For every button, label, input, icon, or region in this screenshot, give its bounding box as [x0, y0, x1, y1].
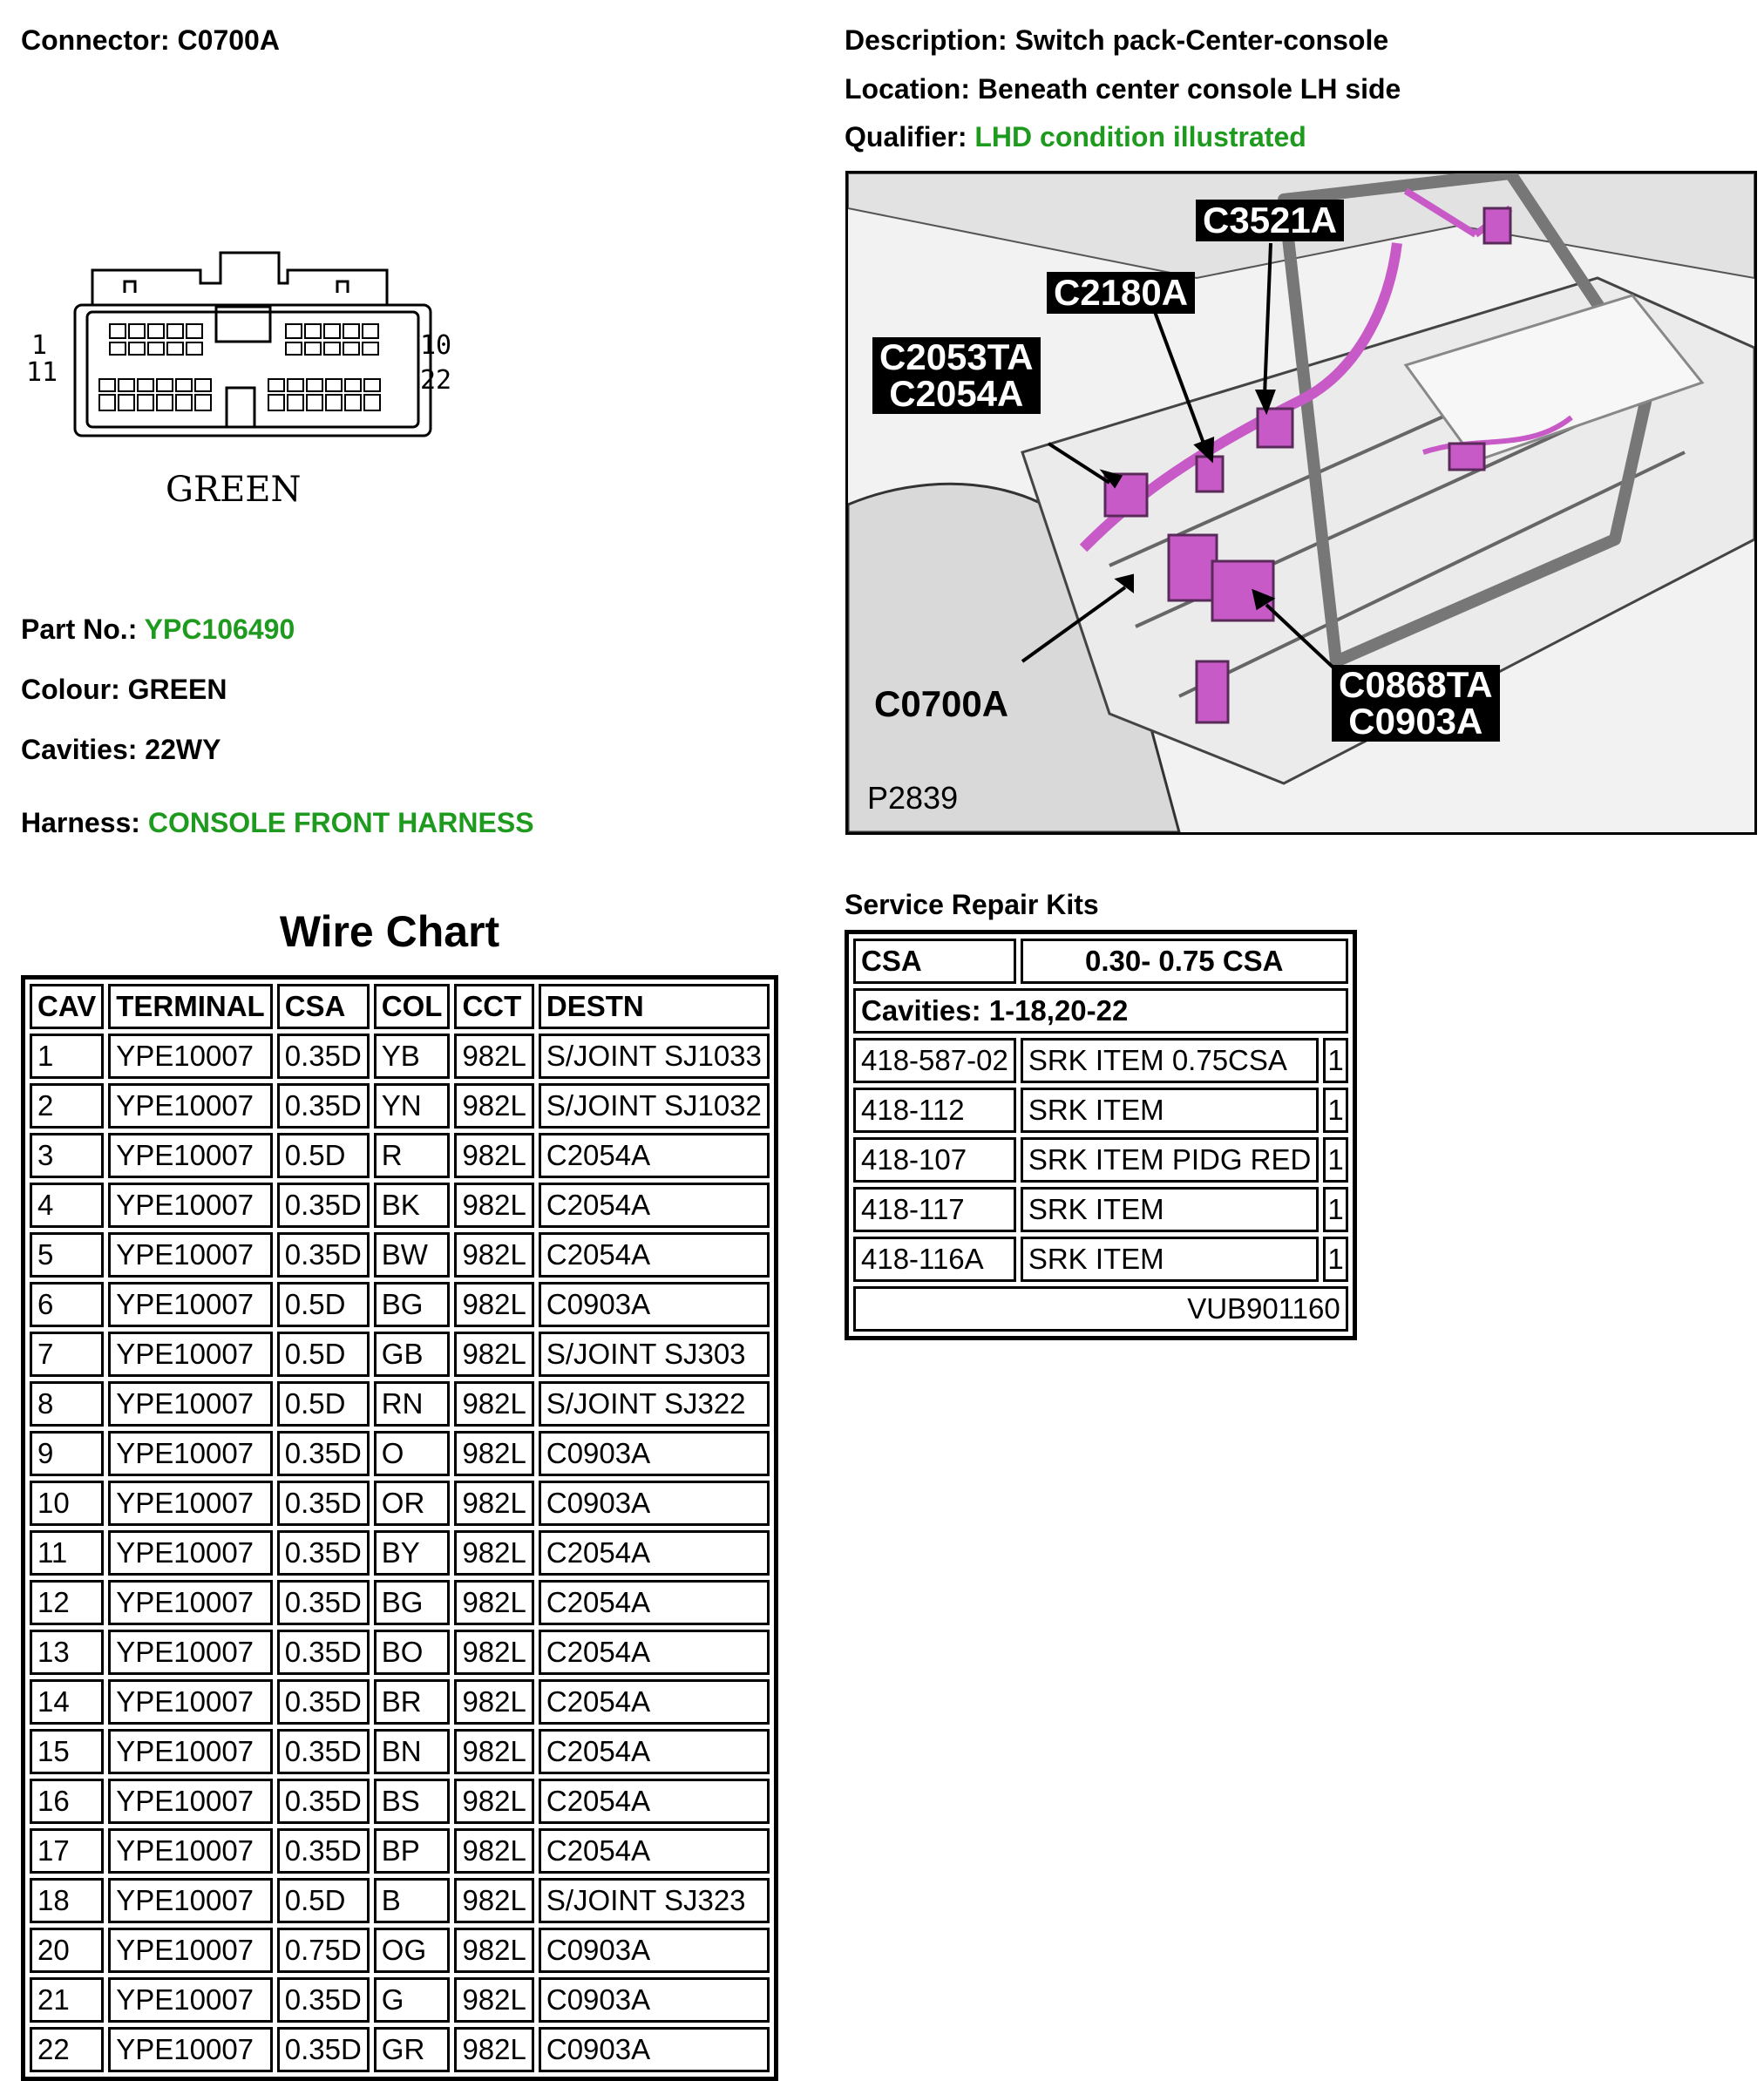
table-row [30, 1431, 770, 1476]
table-row [30, 1580, 770, 1625]
srk-item: SRK ITEM [1021, 1237, 1320, 1282]
cell-terminal: YPE10007 [108, 1481, 272, 1526]
location-label: Location: [845, 73, 970, 105]
callout-c2180a: C2180A [1047, 272, 1195, 314]
cell-cav: 21 [30, 1977, 104, 2023]
cell-cct: 982L [454, 1630, 533, 1675]
cell-col: G [374, 1977, 451, 2023]
cell-col: YN [374, 1083, 451, 1129]
cell-col: GR [374, 2027, 451, 2072]
table-row [30, 1232, 770, 1278]
srk-qty: 1 [1323, 1088, 1347, 1133]
cell-cct: 982L [454, 1530, 533, 1576]
cell-terminal: YPE10007 [108, 1034, 272, 1079]
cell-csa: 0.35D [277, 1729, 370, 1774]
cell-col: R [374, 1133, 451, 1178]
cell-destn: C2054A [539, 1232, 770, 1278]
cell-cct: 982L [454, 1729, 533, 1774]
cell-destn: C0903A [539, 2027, 770, 2072]
part-no-value: YPC106490 [144, 613, 295, 645]
cell-cct: 982L [454, 1232, 533, 1278]
location-line [845, 71, 1401, 106]
wire-chart-header-row [30, 984, 770, 1029]
cell-terminal: YPE10007 [108, 1083, 272, 1129]
cell-terminal: YPE10007 [108, 1779, 272, 1824]
cell-col: OR [374, 1481, 451, 1526]
cell-cct: 982L [454, 1282, 533, 1327]
cell-col: OG [374, 1928, 451, 1973]
table-row [30, 1928, 770, 1973]
description-line [845, 23, 1388, 58]
cell-col: BK [374, 1183, 451, 1228]
srk-qty: 1 [1323, 1237, 1347, 1282]
cell-csa: 0.5D [277, 1332, 370, 1377]
callout-c2053ta: C2053TA [879, 336, 1034, 377]
list-item [853, 1088, 1348, 1133]
cell-cav: 20 [30, 1928, 104, 1973]
srk-cavities: Cavities: 1-18,20-22 [853, 988, 1348, 1034]
table-row [30, 1083, 770, 1129]
cell-cav: 7 [30, 1332, 104, 1377]
cell-csa: 0.5D [277, 1133, 370, 1178]
header-col: COL [374, 984, 451, 1029]
cell-cav: 17 [30, 1828, 104, 1874]
cell-csa: 0.5D [277, 1381, 370, 1427]
colour-line [21, 672, 227, 707]
table-row [30, 1630, 770, 1675]
cell-destn: S/JOINT SJ1033 [539, 1034, 770, 1079]
cell-csa: 0.35D [277, 1232, 370, 1278]
cell-col: BW [374, 1232, 451, 1278]
harness-value: CONSOLE FRONT HARNESS [147, 807, 534, 838]
cell-destn: C2054A [539, 1133, 770, 1178]
cell-csa: 0.35D [277, 1530, 370, 1576]
cell-terminal: YPE10007 [108, 1530, 272, 1576]
srk-part: 418-112 [853, 1088, 1016, 1133]
cell-terminal: YPE10007 [108, 1282, 272, 1327]
harness-line [21, 805, 534, 840]
connector-value: C0700A [177, 24, 280, 56]
part-no-label: Part No.: [21, 613, 138, 645]
cell-cav: 8 [30, 1381, 104, 1427]
cell-destn: C2054A [539, 1779, 770, 1824]
pin-22-label: 22 [420, 365, 452, 396]
cell-cav: 2 [30, 1083, 104, 1129]
srk-item: SRK ITEM PIDG RED [1021, 1137, 1320, 1183]
cell-destn: C2054A [539, 1630, 770, 1675]
wire-chart-title: Wire Chart [279, 907, 500, 956]
srk-item: SRK ITEM [1021, 1187, 1320, 1232]
colour-label: Colour: [21, 674, 120, 705]
cell-cav: 18 [30, 1878, 104, 1923]
callout-c0868ta: C0868TA [1339, 664, 1493, 705]
cell-cav: 3 [30, 1133, 104, 1178]
srk-csa-value: 0.30- 0.75 CSA [1021, 939, 1348, 984]
cell-terminal: YPE10007 [108, 1679, 272, 1725]
cell-cav: 22 [30, 2027, 104, 2072]
srk-cavities-row [853, 988, 1348, 1034]
cell-destn: C2054A [539, 1530, 770, 1576]
photo-id: P2839 [867, 780, 959, 816]
wire-chart-body [30, 1034, 770, 2072]
cell-col: BG [374, 1580, 451, 1625]
srk-qty: 1 [1323, 1137, 1347, 1183]
cell-col: GB [374, 1332, 451, 1377]
table-row [30, 1530, 770, 1576]
cell-cav: 11 [30, 1530, 104, 1576]
cell-cav: 15 [30, 1729, 104, 1774]
cell-csa: 0.35D [277, 1977, 370, 2023]
cell-cct: 982L [454, 1431, 533, 1476]
cell-destn: C0903A [539, 1431, 770, 1476]
cell-csa: 0.35D [277, 1034, 370, 1079]
cell-cct: 982L [454, 1481, 533, 1526]
cell-terminal: YPE10007 [108, 1381, 272, 1427]
cell-cct: 982L [454, 2027, 533, 2072]
cell-terminal: YPE10007 [108, 2027, 272, 2072]
cell-csa: 0.35D [277, 1083, 370, 1129]
cell-col: YB [374, 1034, 451, 1079]
callout-c2054a: C2054A [889, 373, 1024, 414]
srk-kit-number: VUB901160 [853, 1286, 1348, 1332]
cell-cct: 982L [454, 1381, 533, 1427]
table-row [30, 1481, 770, 1526]
table-row [30, 1779, 770, 1824]
list-item [853, 1187, 1348, 1232]
list-item [853, 1237, 1348, 1282]
callout-c2053ta-c2054a [872, 337, 1041, 414]
console-illustration [848, 173, 1754, 832]
cell-terminal: YPE10007 [108, 1431, 272, 1476]
connector-label: Connector: [21, 24, 170, 56]
cell-csa: 0.35D [277, 1580, 370, 1625]
srk-part: 418-117 [853, 1187, 1016, 1232]
callout-c3521a: C3521A [1196, 200, 1344, 241]
table-row [30, 1282, 770, 1327]
cell-cct: 982L [454, 1332, 533, 1377]
cell-csa: 0.35D [277, 2027, 370, 2072]
connector-face-diagram [26, 244, 479, 523]
table-row [30, 1034, 770, 1079]
srk-item: SRK ITEM [1021, 1088, 1320, 1133]
cell-destn: C0903A [539, 1928, 770, 1973]
cell-cav: 14 [30, 1679, 104, 1725]
table-row [30, 1679, 770, 1725]
cell-terminal: YPE10007 [108, 1232, 272, 1278]
header-csa: CSA [277, 984, 370, 1029]
cell-terminal: YPE10007 [108, 1133, 272, 1178]
srk-title: Service Repair Kits [845, 889, 1099, 920]
cell-cav: 6 [30, 1282, 104, 1327]
pin-10-label: 10 [420, 330, 452, 361]
cell-destn: C2054A [539, 1183, 770, 1228]
cell-cct: 982L [454, 1034, 533, 1079]
table-row [30, 1183, 770, 1228]
cell-col: BS [374, 1779, 451, 1824]
header-terminal: TERMINAL [108, 984, 272, 1029]
header-destn: DESTN [539, 984, 770, 1029]
table-row [30, 1133, 770, 1178]
cell-cav: 10 [30, 1481, 104, 1526]
cell-cct: 982L [454, 1977, 533, 2023]
cell-cav: 1 [30, 1034, 104, 1079]
cell-destn: C2054A [539, 1580, 770, 1625]
cell-terminal: YPE10007 [108, 1977, 272, 2023]
srk-csa-label: CSA [853, 939, 1016, 984]
cell-col: O [374, 1431, 451, 1476]
callout-c0700a: C0700A [874, 683, 1009, 724]
srk-part: 418-107 [853, 1137, 1016, 1183]
qualifier-value: LHD condition illustrated [974, 121, 1306, 153]
cell-terminal: YPE10007 [108, 1928, 272, 1973]
cell-cav: 9 [30, 1431, 104, 1476]
cell-destn: C2054A [539, 1729, 770, 1774]
cell-cct: 982L [454, 1828, 533, 1874]
cell-csa: 0.35D [277, 1679, 370, 1725]
cell-col: BP [374, 1828, 451, 1874]
cell-cct: 982L [454, 1580, 533, 1625]
cell-destn: C0903A [539, 1977, 770, 2023]
cell-csa: 0.35D [277, 1183, 370, 1228]
callout-c0868ta-c0903a [1332, 665, 1500, 742]
colour-value: GREEN [127, 674, 227, 705]
table-row [30, 2027, 770, 2072]
cell-destn: C2054A [539, 1828, 770, 1874]
cell-cct: 982L [454, 1083, 533, 1129]
cell-csa: 0.35D [277, 1431, 370, 1476]
cell-csa: 0.5D [277, 1282, 370, 1327]
cell-destn: S/JOINT SJ303 [539, 1332, 770, 1377]
srk-part: 418-587-02 [853, 1038, 1016, 1083]
connector-line [21, 23, 280, 58]
cell-terminal: YPE10007 [108, 1878, 272, 1923]
table-row [30, 1381, 770, 1427]
cell-csa: 0.75D [277, 1928, 370, 1973]
cell-col: RN [374, 1381, 451, 1427]
table-row [30, 1828, 770, 1874]
cell-col: BY [374, 1530, 451, 1576]
table-row [30, 1878, 770, 1923]
srk-qty: 1 [1323, 1038, 1347, 1083]
cell-cct: 982L [454, 1183, 533, 1228]
cell-terminal: YPE10007 [108, 1630, 272, 1675]
cell-cct: 982L [454, 1679, 533, 1725]
table-row [30, 1977, 770, 2023]
location-value: Beneath center console LH side [977, 73, 1401, 105]
cell-terminal: YPE10007 [108, 1332, 272, 1377]
cell-col: BO [374, 1630, 451, 1675]
cell-cct: 982L [454, 1878, 533, 1923]
cell-destn: S/JOINT SJ322 [539, 1381, 770, 1427]
cell-cav: 13 [30, 1630, 104, 1675]
wire-chart-table [21, 975, 778, 2081]
cell-destn: S/JOINT SJ1032 [539, 1083, 770, 1129]
callout-c0903a: C0903A [1348, 701, 1483, 742]
cell-cct: 982L [454, 1928, 533, 1973]
description-label: Description: [845, 24, 1008, 56]
cell-col: B [374, 1878, 451, 1923]
pin-11-label: 11 [26, 357, 58, 388]
cell-csa: 0.35D [277, 1828, 370, 1874]
cell-cct: 982L [454, 1133, 533, 1178]
cell-destn: C0903A [539, 1282, 770, 1327]
srk-kit-row [853, 1286, 1348, 1332]
cell-csa: 0.5D [277, 1878, 370, 1923]
harness-label: Harness: [21, 807, 140, 838]
header-cav: CAV [30, 984, 104, 1029]
cell-cav: 4 [30, 1183, 104, 1228]
part-no-line [21, 612, 295, 647]
srk-table [845, 930, 1357, 1340]
cell-cav: 5 [30, 1232, 104, 1278]
cell-col: BN [374, 1729, 451, 1774]
cavities-value: 22WY [145, 734, 221, 765]
header-cct: CCT [454, 984, 533, 1029]
cell-terminal: YPE10007 [108, 1183, 272, 1228]
connector-location-photo [845, 171, 1757, 835]
cell-terminal: YPE10007 [108, 1580, 272, 1625]
pin-1-label: 1 [31, 330, 48, 361]
cell-destn: C0903A [539, 1481, 770, 1526]
qualifier-line [845, 119, 1306, 154]
srk-item: SRK ITEM 0.75CSA [1021, 1038, 1320, 1083]
cavities-label: Cavities: [21, 734, 138, 765]
cell-destn: S/JOINT SJ323 [539, 1878, 770, 1923]
cell-col: BR [374, 1679, 451, 1725]
list-item [853, 1137, 1348, 1183]
table-row [30, 1332, 770, 1377]
table-row [30, 1729, 770, 1774]
description-value: Switch pack-Center-console [1014, 24, 1389, 56]
qualifier-label: Qualifier: [845, 121, 967, 153]
srk-part: 418-116A [853, 1237, 1016, 1282]
cell-terminal: YPE10007 [108, 1729, 272, 1774]
cavities-line [21, 732, 220, 767]
srk-body [853, 939, 1348, 1332]
cell-col: BG [374, 1282, 451, 1327]
connector-colour-caption: GREEN [166, 470, 302, 510]
cell-cav: 16 [30, 1779, 104, 1824]
cell-destn: C2054A [539, 1679, 770, 1725]
srk-csa-row [853, 939, 1348, 984]
cell-csa: 0.35D [277, 1779, 370, 1824]
cell-cct: 982L [454, 1779, 533, 1824]
cell-csa: 0.35D [277, 1630, 370, 1675]
cell-csa: 0.35D [277, 1481, 370, 1526]
srk-qty: 1 [1323, 1187, 1347, 1232]
list-item [853, 1038, 1348, 1083]
cell-terminal: YPE10007 [108, 1828, 272, 1874]
cell-cav: 12 [30, 1580, 104, 1625]
